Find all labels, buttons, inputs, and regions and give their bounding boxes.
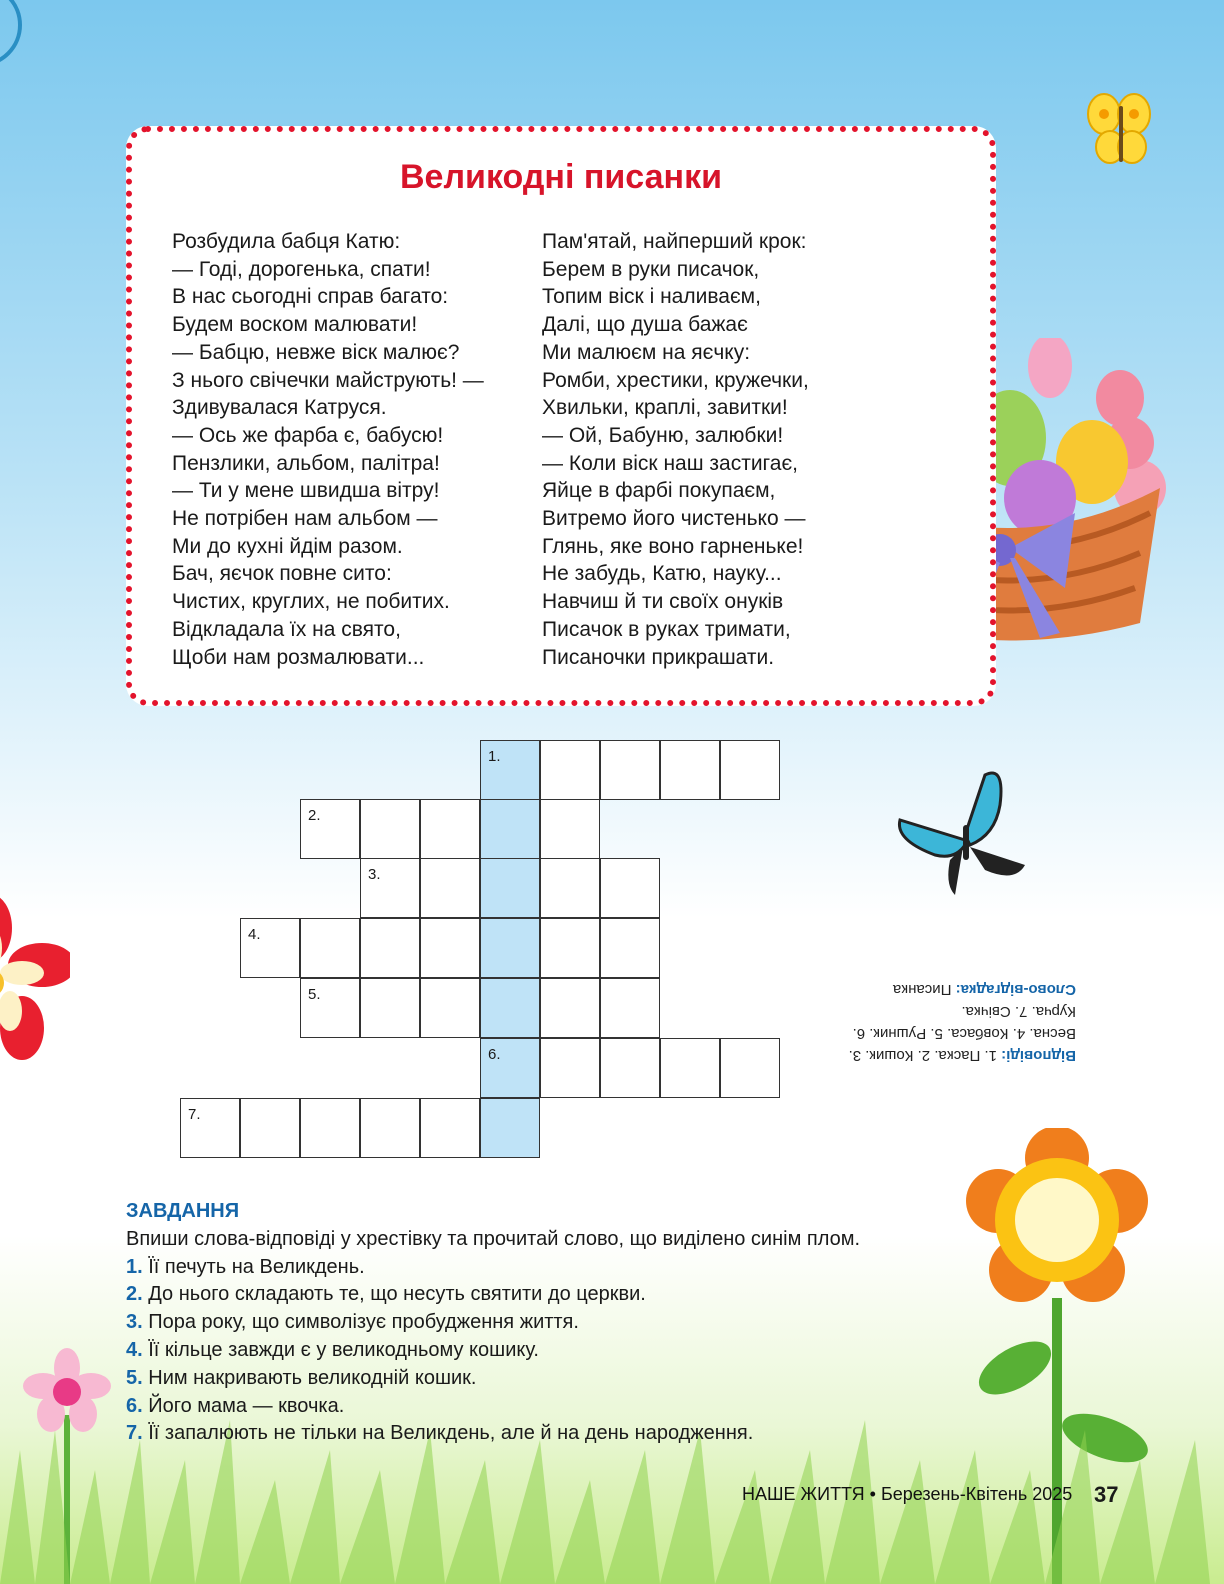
task-item-number: 5. (126, 1366, 143, 1389)
task-section (126, 1198, 1026, 1448)
poem-line: Писачок в руках тримати, (542, 617, 791, 641)
poem-line: Хвильки, краплі, завитки! (542, 396, 788, 420)
task-item (126, 1365, 1026, 1393)
crossword-cell[interactable] (420, 799, 480, 859)
crossword-cell[interactable] (720, 1038, 780, 1098)
crossword-cell[interactable] (360, 1098, 420, 1158)
poem-line: Бач, яєчок повне сито: (172, 562, 392, 586)
task-item-text: Її запалюють не тільки на Великдень, але й на день народження. (142, 1422, 754, 1445)
crossword-clue-number: 4. (248, 926, 261, 943)
poem-line: Ми малюєм на яєчку: (542, 340, 751, 364)
poem-line: Глянь, яке воно гарненьке! (542, 534, 804, 558)
crossword-cell[interactable] (360, 918, 420, 978)
keyword-text: Писанка (892, 981, 952, 998)
task-item-text: Його мама — квочка. (142, 1394, 345, 1417)
crossword-cell[interactable] (600, 978, 660, 1038)
poem-line: Розбудила бабця Катю: (172, 230, 401, 253)
poem-line: Далі, що душа бажає (542, 313, 748, 337)
poem-line: Здивувалася Катруся. (172, 396, 387, 420)
task-item-text: До нього складають те, що несуть святити до церкви. (142, 1283, 646, 1306)
crossword-clue-number: 5. (308, 986, 321, 1003)
corner-circle-decoration (0, 0, 40, 70)
poem-line: Ми до кухні йдім разом. (172, 534, 403, 558)
task-item-number: 6. (126, 1394, 143, 1417)
poem-left-column (172, 228, 484, 671)
crossword-cell[interactable] (540, 918, 600, 978)
crossword-key-cell[interactable] (480, 858, 540, 918)
poem-line: Топим віск і наливаєм, (542, 285, 761, 309)
task-item-text: Її печуть на Великдень. (142, 1255, 365, 1278)
crossword-cell[interactable] (240, 1098, 300, 1158)
task-item-number: 1. (126, 1255, 143, 1278)
poem-line: — Ось же фарба є, бабусю! (172, 423, 444, 447)
poem-title: Великодні писанки (400, 158, 722, 196)
task-list (126, 1254, 1026, 1449)
poem-line: Будем воском малювати! (172, 313, 418, 337)
task-heading: ЗАВДАННЯ (126, 1200, 240, 1222)
crossword-key-cell[interactable] (480, 799, 540, 859)
red-flower-icon (0, 895, 70, 1065)
poem-line: Ромби, хрестики, кружечки, (542, 368, 809, 392)
poem-line: Берем в руки писачок, (542, 257, 760, 281)
crossword-cell[interactable] (540, 740, 600, 800)
task-item-text: Ним накривають великодній кошик. (142, 1366, 477, 1389)
crossword-clue-number: 6. (488, 1046, 501, 1063)
crossword-cell[interactable] (300, 978, 360, 1038)
task-item (126, 1337, 1026, 1365)
crossword-key-cell[interactable] (480, 1098, 540, 1158)
task-item-number: 7. (126, 1422, 143, 1445)
crossword-cell[interactable] (540, 799, 600, 859)
poem-line: — Ой, Бабуню, залюбки! (542, 423, 784, 447)
task-intro: Впиши слова-відповіді у хрестівку та прочитай слово, що виділено синім плом. (126, 1227, 861, 1250)
blue-butterfly-icon (895, 765, 1035, 900)
crossword-cell[interactable] (720, 740, 780, 800)
poem-line: — Годі, дорогенька, спати! (172, 257, 431, 281)
crossword-key-cell[interactable] (480, 1038, 540, 1098)
poem-line: Щоби нам розмалювати... (172, 645, 425, 669)
crossword-key-cell[interactable] (480, 978, 540, 1038)
poem-line: Пензлики, альбом, палітра! (172, 451, 440, 475)
task-item (126, 1393, 1026, 1421)
answers-block (826, 978, 1076, 1066)
poem-line: — Коли віск наш застигає, (542, 451, 798, 475)
poem-line: — Бабцю, невже віск малює? (172, 340, 460, 364)
task-item-number: 3. (126, 1311, 143, 1334)
poem-line: Не забудь, Катю, науку... (542, 562, 782, 586)
crossword-cell[interactable] (660, 740, 720, 800)
crossword-cell[interactable] (300, 918, 360, 978)
crossword-cell[interactable] (600, 740, 660, 800)
task-item-number: 2. (126, 1283, 143, 1306)
poem-line: В нас сьогодні справ багато: (172, 285, 449, 309)
task-item (126, 1254, 1026, 1282)
crossword-cell[interactable] (360, 858, 420, 918)
crossword-cell[interactable] (660, 1038, 720, 1098)
task-item-number: 4. (126, 1338, 143, 1361)
poem-line: Навчиш й ти своїх онуків (542, 590, 784, 614)
crossword-clue-number: 1. (488, 748, 501, 765)
crossword-cell[interactable] (600, 918, 660, 978)
crossword-cell[interactable] (540, 858, 600, 918)
poem-line: Писаночки прикрашати. (542, 645, 775, 669)
poem-line: Чистих, круглих, не побитих. (172, 590, 450, 614)
crossword-cell[interactable] (360, 978, 420, 1038)
answers-label: Відповіді: (1001, 1047, 1076, 1064)
crossword-cell[interactable] (180, 1098, 240, 1158)
poem-box (126, 126, 996, 706)
crossword-cell[interactable] (300, 799, 360, 859)
crossword-cell[interactable] (540, 978, 600, 1038)
crossword-cell[interactable] (420, 1098, 480, 1158)
poem-line: З нього свічечки майструють! — (172, 368, 484, 392)
crossword-key-cell[interactable] (480, 740, 540, 800)
footer-publication: НАШЕ ЖИТТЯ • Березень-Квітень 2025 (742, 1484, 1073, 1504)
poem-line: Не потрібен нам альбом — (172, 507, 438, 531)
poem-line: Яйце в фарбі покупаєм, (542, 479, 776, 503)
crossword-cell[interactable] (240, 918, 300, 978)
task-item (126, 1281, 1026, 1309)
crossword-cell[interactable] (600, 858, 660, 918)
crossword-cell[interactable] (420, 918, 480, 978)
crossword-key-cell[interactable] (480, 918, 540, 978)
task-item (126, 1420, 1026, 1448)
poem-right-column (542, 228, 809, 671)
crossword-cell[interactable] (540, 1038, 600, 1098)
crossword-cell[interactable] (420, 978, 480, 1038)
crossword-cell[interactable] (360, 799, 420, 859)
crossword-clue-number: 3. (368, 866, 381, 883)
crossword-cell[interactable] (420, 858, 480, 918)
crossword-clue-number: 2. (308, 807, 321, 824)
crossword-clue-number: 7. (188, 1106, 201, 1123)
crossword-cell[interactable] (600, 1038, 660, 1098)
answers-text: 1. Паска. 2. Кошик. 3. Весна. 4. Ковбаса. 5. Рушник. 6. Курча. 7. Свічка. (848, 1003, 1076, 1064)
yellow-butterfly-icon (1080, 92, 1160, 177)
poem-line: — Ти у мене швидша вітру! (172, 479, 440, 503)
poem-line: Відкладала їх на свято, (172, 617, 401, 641)
task-item (126, 1309, 1026, 1337)
poem-line: Пам'ятай, найперший крок: (542, 230, 807, 253)
keyword-label: Слово-відгадка: (955, 981, 1076, 998)
poem-line: Витремо його чистенько — (542, 507, 806, 531)
task-item-text: Її кільце завжди є у великодньому кошику. (142, 1338, 539, 1361)
page-number: 37 (1094, 1482, 1119, 1507)
crossword-cell[interactable] (300, 1098, 360, 1158)
task-item-text: Пора року, що символізує пробудження життя. (142, 1311, 579, 1334)
